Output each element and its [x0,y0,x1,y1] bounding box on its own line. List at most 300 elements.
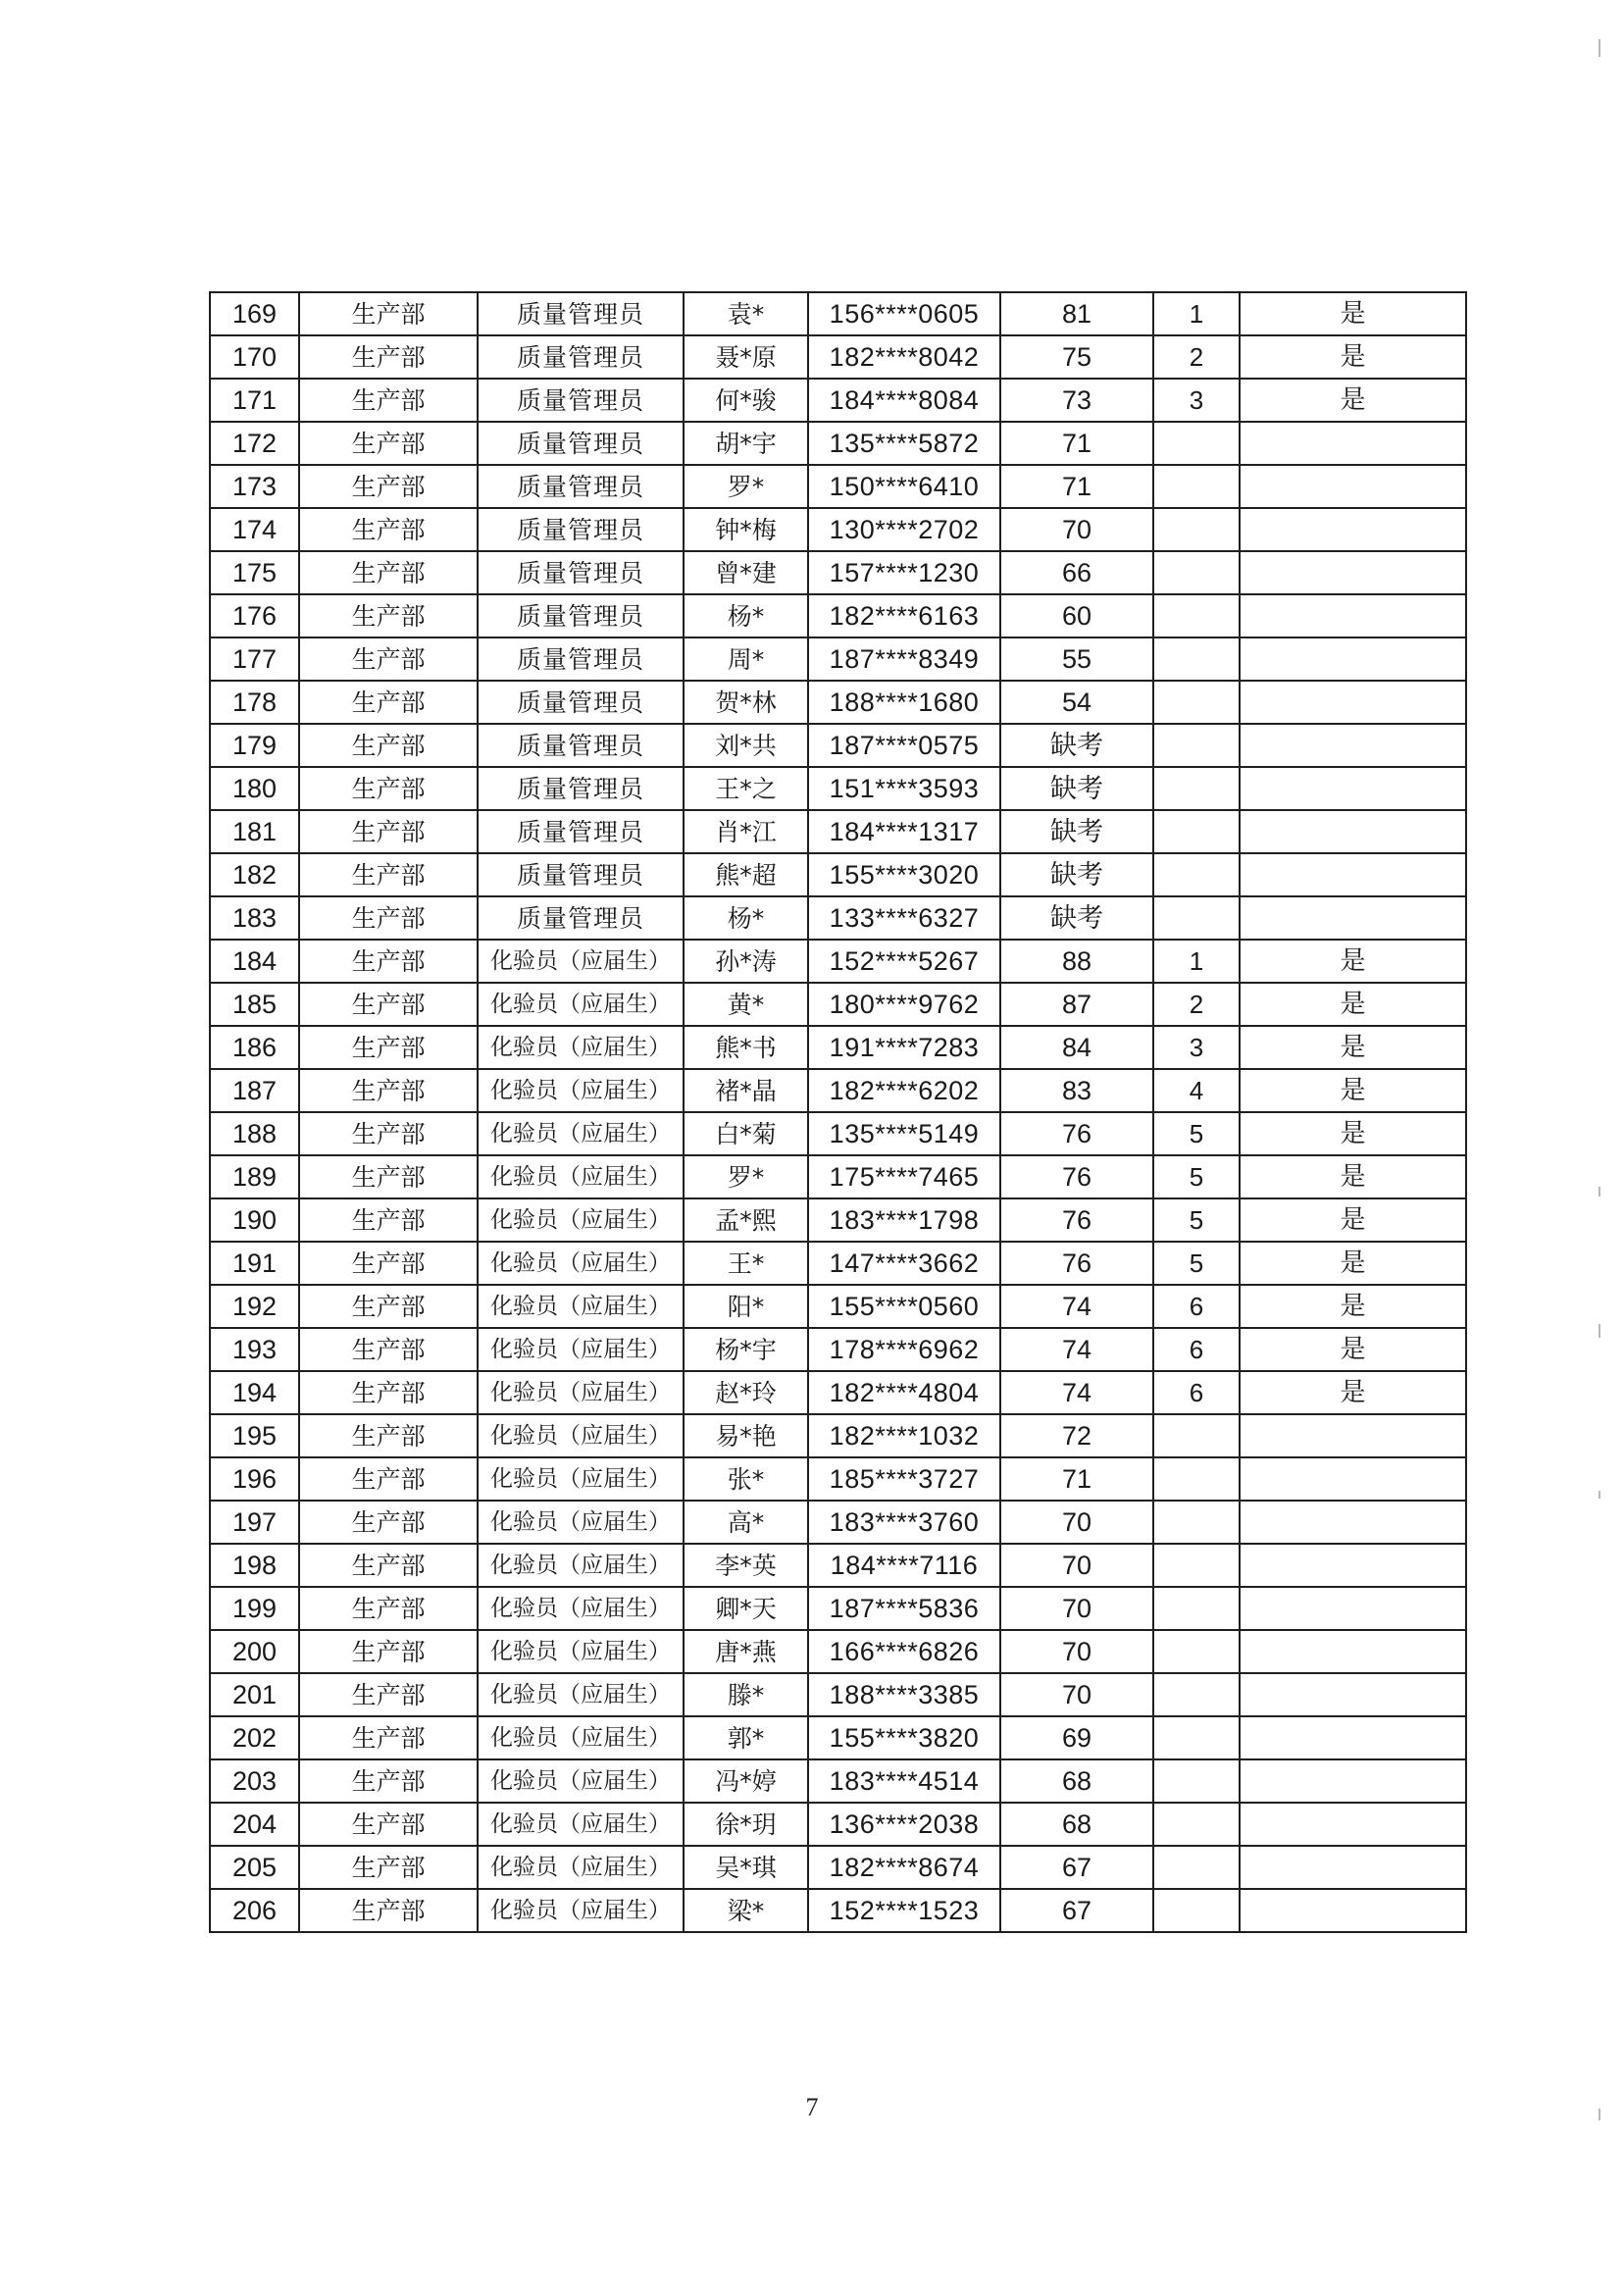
rank-cell: 1 [1153,940,1240,983]
rank-cell [1153,1630,1240,1673]
phone-cell: 152****5267 [808,940,1000,983]
rank-cell [1153,724,1240,767]
rank-cell [1153,1544,1240,1587]
position-cell: 质量管理员 [478,681,684,724]
rank-cell [1153,1759,1240,1803]
candidate-name-cell: 黄* [684,983,808,1026]
department-cell: 生产部 [299,1501,478,1544]
phone-cell: 151****3593 [808,767,1000,810]
position-cell: 化验员（应届生） [478,1371,684,1414]
score-cell: 54 [1000,681,1153,724]
position-cell: 化验员（应届生） [478,1803,684,1846]
row-number-cell: 171 [210,379,299,422]
rank-cell: 3 [1153,1026,1240,1069]
advance-cell [1240,508,1466,551]
row-number-cell: 176 [210,594,299,637]
score-cell: 缺考 [1000,724,1153,767]
department-cell: 生产部 [299,896,478,940]
candidate-name-cell: 白*菊 [684,1112,808,1155]
position-cell: 化验员（应届生） [478,1026,684,1069]
phone-cell: 135****5149 [808,1112,1000,1155]
score-cell: 74 [1000,1371,1153,1414]
row-number-cell: 197 [210,1501,299,1544]
position-cell: 化验员（应届生） [478,1673,684,1716]
phone-cell: 135****5872 [808,422,1000,465]
row-number-cell: 172 [210,422,299,465]
position-cell: 化验员（应届生） [478,940,684,983]
phone-cell: 188****3385 [808,1673,1000,1716]
position-cell: 化验员（应届生） [478,1069,684,1112]
row-number-cell: 184 [210,940,299,983]
position-cell: 质量管理员 [478,508,684,551]
phone-cell: 130****2702 [808,508,1000,551]
advance-cell [1240,1544,1466,1587]
rank-cell: 6 [1153,1371,1240,1414]
department-cell: 生产部 [299,1630,478,1673]
table-row [210,465,1466,508]
department-cell: 生产部 [299,292,478,335]
candidate-name-cell: 杨*宇 [684,1328,808,1371]
advance-cell [1240,1759,1466,1803]
phone-cell: 182****1032 [808,1414,1000,1457]
row-number-cell: 187 [210,1069,299,1112]
candidate-name-cell: 李*英 [684,1544,808,1587]
table-row [210,1889,1466,1932]
table-row [210,422,1466,465]
advance-cell: 是 [1240,1198,1466,1242]
position-cell: 化验员（应届生） [478,983,684,1026]
table-row [210,1155,1466,1198]
advance-cell [1240,465,1466,508]
row-number-cell: 173 [210,465,299,508]
position-cell: 化验员（应届生） [478,1846,684,1889]
candidate-name-cell: 高* [684,1501,808,1544]
rank-cell: 6 [1153,1285,1240,1328]
table-row [210,724,1466,767]
department-cell: 生产部 [299,335,478,379]
advance-cell [1240,637,1466,681]
score-cell: 83 [1000,1069,1153,1112]
candidate-name-cell: 卿*天 [684,1587,808,1630]
department-cell: 生产部 [299,1198,478,1242]
advance-cell [1240,1716,1466,1759]
row-number-cell: 196 [210,1457,299,1501]
advance-cell [1240,1889,1466,1932]
advance-cell [1240,594,1466,637]
candidate-name-cell: 周* [684,637,808,681]
position-cell: 质量管理员 [478,896,684,940]
score-cell: 68 [1000,1759,1153,1803]
candidate-name-cell: 肖*江 [684,810,808,853]
score-cell: 70 [1000,508,1153,551]
candidate-name-cell: 罗* [684,1155,808,1198]
row-number-cell: 202 [210,1716,299,1759]
advance-cell [1240,853,1466,896]
rank-cell [1153,551,1240,594]
phone-cell: 184****8084 [808,379,1000,422]
phone-cell: 150****6410 [808,465,1000,508]
department-cell: 生产部 [299,379,478,422]
candidate-name-cell: 贺*林 [684,681,808,724]
position-cell: 化验员（应届生） [478,1889,684,1932]
position-cell: 化验员（应届生） [478,1587,684,1630]
phone-cell: 156****0605 [808,292,1000,335]
department-cell: 生产部 [299,1544,478,1587]
score-cell: 84 [1000,1026,1153,1069]
advance-cell: 是 [1240,1069,1466,1112]
table-row [210,1112,1466,1155]
candidate-name-cell: 滕* [684,1673,808,1716]
score-cell: 70 [1000,1544,1153,1587]
table-row [210,1803,1466,1846]
table-row [210,896,1466,940]
row-number-cell: 204 [210,1803,299,1846]
phone-cell: 183****3760 [808,1501,1000,1544]
row-number-cell: 177 [210,637,299,681]
table-row [210,1198,1466,1242]
position-cell: 化验员（应届生） [478,1285,684,1328]
position-cell: 化验员（应届生） [478,1112,684,1155]
table-row [210,1544,1466,1587]
table-row [210,767,1466,810]
rank-cell: 5 [1153,1242,1240,1285]
phone-cell: 136****2038 [808,1803,1000,1846]
score-cell: 87 [1000,983,1153,1026]
department-cell: 生产部 [299,810,478,853]
rank-cell: 2 [1153,983,1240,1026]
score-cell: 71 [1000,465,1153,508]
row-number-cell: 193 [210,1328,299,1371]
rank-cell [1153,1457,1240,1501]
position-cell: 质量管理员 [478,637,684,681]
position-cell: 质量管理员 [478,422,684,465]
results-table-container [209,291,1465,1933]
candidate-name-cell: 易*艳 [684,1414,808,1457]
position-cell: 质量管理员 [478,594,684,637]
advance-cell: 是 [1240,1285,1466,1328]
position-cell: 质量管理员 [478,379,684,422]
rank-cell [1153,1889,1240,1932]
position-cell: 化验员（应届生） [478,1242,684,1285]
row-number-cell: 169 [210,292,299,335]
department-cell: 生产部 [299,853,478,896]
rank-cell [1153,853,1240,896]
table-row [210,983,1466,1026]
candidate-name-cell: 熊*书 [684,1026,808,1069]
row-number-cell: 185 [210,983,299,1026]
row-number-cell: 180 [210,767,299,810]
department-cell: 生产部 [299,1759,478,1803]
department-cell: 生产部 [299,681,478,724]
table-row [210,594,1466,637]
table-row [210,1414,1466,1457]
position-cell: 质量管理员 [478,335,684,379]
score-cell: 66 [1000,551,1153,594]
candidate-name-cell: 胡*宇 [684,422,808,465]
position-cell: 质量管理员 [478,465,684,508]
candidate-name-cell: 赵*玲 [684,1371,808,1414]
department-cell: 生产部 [299,1803,478,1846]
department-cell: 生产部 [299,940,478,983]
score-cell: 76 [1000,1155,1153,1198]
table-row [210,1501,1466,1544]
phone-cell: 155****3820 [808,1716,1000,1759]
scan-speck [1599,1324,1600,1338]
department-cell: 生产部 [299,422,478,465]
score-cell: 缺考 [1000,896,1153,940]
department-cell: 生产部 [299,1285,478,1328]
table-row [210,940,1466,983]
table-row [210,508,1466,551]
phone-cell: 182****8674 [808,1846,1000,1889]
candidate-name-cell: 曾*建 [684,551,808,594]
score-cell: 70 [1000,1501,1153,1544]
position-cell: 质量管理员 [478,853,684,896]
table-row [210,1371,1466,1414]
rank-cell [1153,508,1240,551]
advance-cell [1240,767,1466,810]
department-cell: 生产部 [299,1889,478,1932]
row-number-cell: 170 [210,335,299,379]
rank-cell [1153,422,1240,465]
candidate-name-cell: 孟*熙 [684,1198,808,1242]
advance-cell: 是 [1240,335,1466,379]
advance-cell: 是 [1240,1242,1466,1285]
candidate-name-cell: 杨* [684,594,808,637]
table-row [210,1026,1466,1069]
phone-cell: 133****6327 [808,896,1000,940]
position-cell: 化验员（应届生） [478,1501,684,1544]
rank-cell [1153,681,1240,724]
row-number-cell: 198 [210,1544,299,1587]
row-number-cell: 188 [210,1112,299,1155]
scan-speck [1599,1491,1600,1499]
rank-cell [1153,810,1240,853]
candidate-name-cell: 刘*共 [684,724,808,767]
table-row [210,1242,1466,1285]
scan-speck [1599,39,1600,57]
row-number-cell: 175 [210,551,299,594]
phone-cell: 180****9762 [808,983,1000,1026]
score-cell: 75 [1000,335,1153,379]
rank-cell [1153,1414,1240,1457]
phone-cell: 191****7283 [808,1026,1000,1069]
score-cell: 缺考 [1000,810,1153,853]
candidate-name-cell: 冯*婷 [684,1759,808,1803]
position-cell: 化验员（应届生） [478,1414,684,1457]
department-cell: 生产部 [299,551,478,594]
row-number-cell: 190 [210,1198,299,1242]
position-cell: 化验员（应届生） [478,1716,684,1759]
candidate-name-cell: 罗* [684,465,808,508]
scan-speck [1599,1187,1600,1197]
row-number-cell: 189 [210,1155,299,1198]
candidate-name-cell: 钟*梅 [684,508,808,551]
rank-cell [1153,1716,1240,1759]
table-row [210,551,1466,594]
table-row [210,853,1466,896]
score-cell: 69 [1000,1716,1153,1759]
advance-cell [1240,1630,1466,1673]
department-cell: 生产部 [299,1457,478,1501]
candidate-name-cell: 张* [684,1457,808,1501]
department-cell: 生产部 [299,1242,478,1285]
rank-cell [1153,1846,1240,1889]
candidate-name-cell: 杨* [684,896,808,940]
rank-cell [1153,896,1240,940]
candidate-name-cell: 褚*晶 [684,1069,808,1112]
phone-cell: 155****0560 [808,1285,1000,1328]
row-number-cell: 195 [210,1414,299,1457]
score-cell: 72 [1000,1414,1153,1457]
rank-cell: 5 [1153,1198,1240,1242]
advance-cell [1240,1414,1466,1457]
phone-cell: 178****6962 [808,1328,1000,1371]
row-number-cell: 183 [210,896,299,940]
candidate-name-cell: 何*骏 [684,379,808,422]
score-cell: 74 [1000,1285,1153,1328]
position-cell: 化验员（应届生） [478,1198,684,1242]
position-cell: 质量管理员 [478,551,684,594]
phone-cell: 184****1317 [808,810,1000,853]
phone-cell: 185****3727 [808,1457,1000,1501]
phone-cell: 182****8042 [808,335,1000,379]
row-number-cell: 178 [210,681,299,724]
candidate-name-cell: 聂*原 [684,335,808,379]
candidate-name-cell: 孙*涛 [684,940,808,983]
position-cell: 质量管理员 [478,292,684,335]
table-row [210,379,1466,422]
advance-cell: 是 [1240,1371,1466,1414]
department-cell: 生产部 [299,1371,478,1414]
candidate-name-cell: 唐*燕 [684,1630,808,1673]
rank-cell: 6 [1153,1328,1240,1371]
score-cell: 70 [1000,1630,1153,1673]
position-cell: 化验员（应届生） [478,1544,684,1587]
department-cell: 生产部 [299,1069,478,1112]
advance-cell: 是 [1240,379,1466,422]
advance-cell [1240,1457,1466,1501]
rank-cell [1153,1673,1240,1716]
advance-cell: 是 [1240,1112,1466,1155]
phone-cell: 183****1798 [808,1198,1000,1242]
advance-cell [1240,1803,1466,1846]
row-number-cell: 192 [210,1285,299,1328]
rank-cell: 2 [1153,335,1240,379]
row-number-cell: 206 [210,1889,299,1932]
department-cell: 生产部 [299,767,478,810]
score-cell: 73 [1000,379,1153,422]
table-row [210,681,1466,724]
phone-cell: 155****3020 [808,853,1000,896]
phone-cell: 147****3662 [808,1242,1000,1285]
department-cell: 生产部 [299,508,478,551]
rank-cell: 4 [1153,1069,1240,1112]
department-cell: 生产部 [299,1328,478,1371]
advance-cell [1240,422,1466,465]
phone-cell: 166****6826 [808,1630,1000,1673]
advance-cell: 是 [1240,292,1466,335]
table-row [210,1630,1466,1673]
phone-cell: 157****1230 [808,551,1000,594]
table-row [210,1069,1466,1112]
department-cell: 生产部 [299,637,478,681]
advance-cell [1240,724,1466,767]
phone-cell: 182****6163 [808,594,1000,637]
position-cell: 质量管理员 [478,767,684,810]
position-cell: 化验员（应届生） [478,1759,684,1803]
table-row [210,335,1466,379]
score-cell: 71 [1000,1457,1153,1501]
advance-cell [1240,810,1466,853]
advance-cell: 是 [1240,1328,1466,1371]
advance-cell [1240,896,1466,940]
position-cell: 化验员（应届生） [478,1630,684,1673]
department-cell: 生产部 [299,1026,478,1069]
position-cell: 化验员（应届生） [478,1457,684,1501]
table-row [210,810,1466,853]
advance-cell [1240,1673,1466,1716]
scan-speck [1599,2109,1600,2120]
candidate-name-cell: 阳* [684,1285,808,1328]
candidate-name-cell: 熊*超 [684,853,808,896]
rank-cell [1153,1501,1240,1544]
score-cell: 76 [1000,1242,1153,1285]
advance-cell [1240,1846,1466,1889]
advance-cell [1240,551,1466,594]
score-cell: 88 [1000,940,1153,983]
rank-cell [1153,1803,1240,1846]
score-cell: 76 [1000,1198,1153,1242]
row-number-cell: 194 [210,1371,299,1414]
table-row [210,292,1466,335]
department-cell: 生产部 [299,465,478,508]
department-cell: 生产部 [299,1673,478,1716]
score-cell: 70 [1000,1587,1153,1630]
score-cell: 81 [1000,292,1153,335]
table-row [210,1457,1466,1501]
score-cell: 70 [1000,1673,1153,1716]
row-number-cell: 203 [210,1759,299,1803]
department-cell: 生产部 [299,1587,478,1630]
phone-cell: 183****4514 [808,1759,1000,1803]
advance-cell: 是 [1240,1155,1466,1198]
department-cell: 生产部 [299,724,478,767]
score-cell: 74 [1000,1328,1153,1371]
table-row [210,1759,1466,1803]
row-number-cell: 179 [210,724,299,767]
department-cell: 生产部 [299,983,478,1026]
row-number-cell: 181 [210,810,299,853]
advance-cell [1240,1587,1466,1630]
advance-cell: 是 [1240,983,1466,1026]
position-cell: 质量管理员 [478,810,684,853]
table-row [210,1328,1466,1371]
candidate-name-cell: 徐*玥 [684,1803,808,1846]
rank-cell: 1 [1153,292,1240,335]
score-cell: 76 [1000,1112,1153,1155]
rank-cell [1153,1587,1240,1630]
department-cell: 生产部 [299,1155,478,1198]
advance-cell: 是 [1240,1026,1466,1069]
row-number-cell: 174 [210,508,299,551]
advance-cell [1240,681,1466,724]
phone-cell: 182****4804 [808,1371,1000,1414]
department-cell: 生产部 [299,1112,478,1155]
candidate-name-cell: 王* [684,1242,808,1285]
row-number-cell: 200 [210,1630,299,1673]
position-cell: 化验员（应届生） [478,1328,684,1371]
